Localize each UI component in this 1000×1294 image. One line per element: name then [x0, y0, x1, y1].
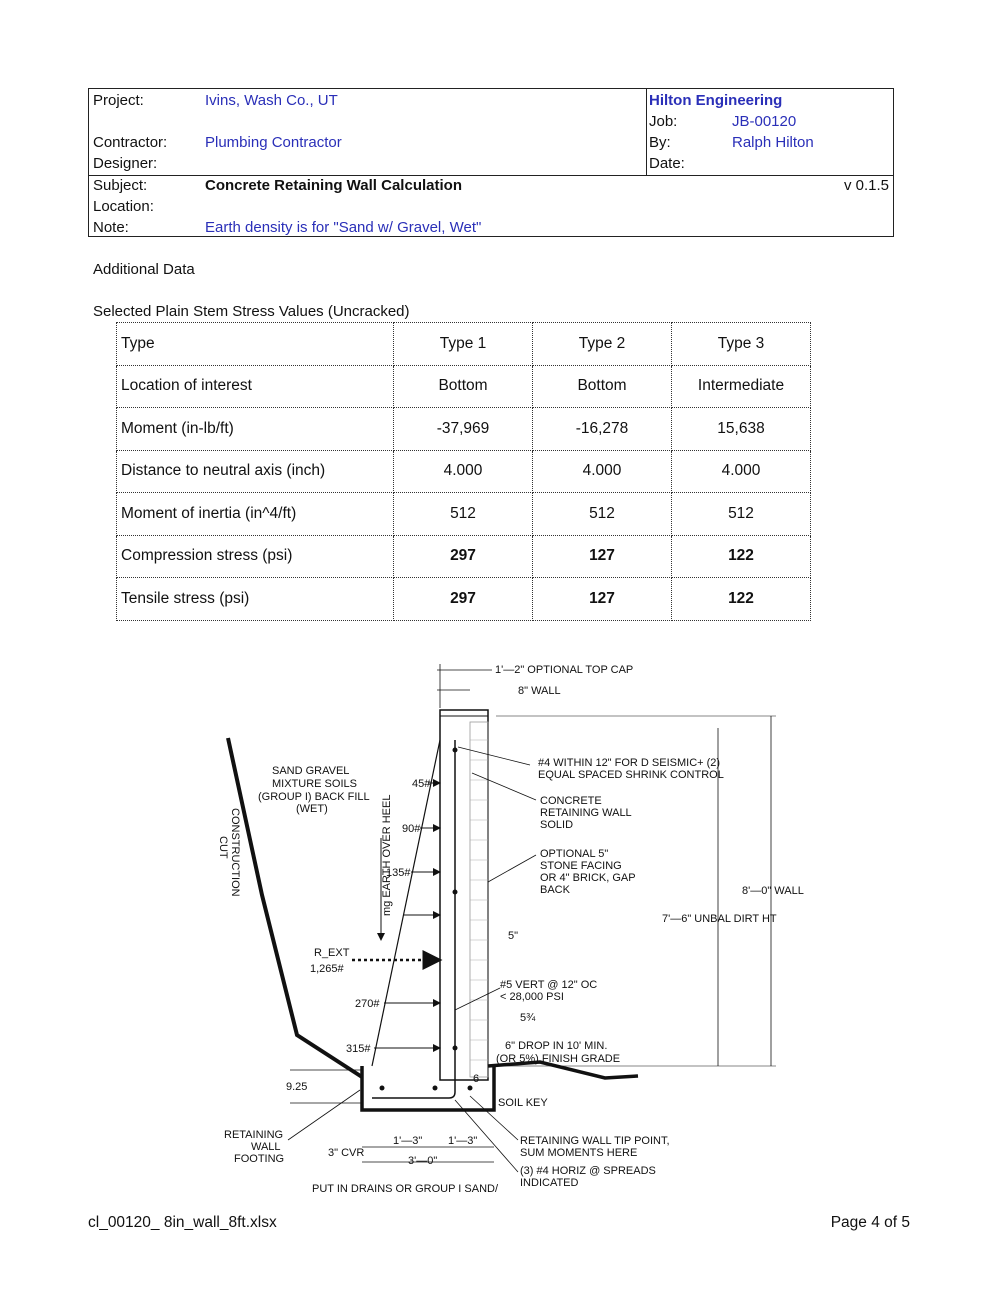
rebar-dot	[433, 1086, 438, 1091]
label-construction-cut: CUT	[217, 836, 229, 859]
project-value: Ivins, Wash Co., UT	[205, 92, 338, 109]
footer-page-number: Page 4 of 5	[830, 1214, 910, 1231]
label-pressure: 45#	[412, 778, 431, 790]
table-header-cell: Type	[117, 323, 394, 366]
label-construction-cut: CONSTRUCTION	[229, 808, 241, 897]
leader-line	[458, 747, 530, 765]
table-cell: Moment of inertia (in^4/ft)	[117, 493, 394, 536]
company-name: Hilton Engineering	[649, 92, 783, 109]
table-cell: Intermediate	[672, 365, 811, 408]
label-tip-point: SUM MOMENTS HERE	[520, 1147, 638, 1159]
label-drop: 6" DROP IN 10' MIN.	[505, 1040, 608, 1052]
label-rebar-5: < 28,000 PSI	[500, 991, 564, 1003]
label-footing: WALL	[251, 1141, 281, 1153]
table-cell: 4.000	[533, 450, 672, 493]
label-soil-key: SOIL KEY	[498, 1097, 548, 1109]
label-wall-height: 8'—0" WALL	[742, 885, 804, 897]
label-horiz-rebar: INDICATED	[520, 1177, 579, 1189]
project-label: Project:	[93, 92, 144, 109]
rebar-dot	[453, 1046, 458, 1051]
table-cell: Bottom	[394, 365, 533, 408]
label-rebar-4: #4 WITHIN 12" FOR D SEISMIC+ (2)	[538, 757, 721, 769]
contractor-label: Contractor:	[93, 134, 168, 151]
table-cell: 297	[394, 535, 533, 578]
table-cell: 4.000	[672, 450, 811, 493]
table-cell: 512	[672, 493, 811, 536]
wall-stem	[440, 710, 488, 1080]
table-cell: 127	[533, 578, 672, 621]
version: v 0.1.5	[843, 177, 889, 194]
label-concrete: SOLID	[540, 819, 574, 831]
label-pressure: 315#	[346, 1043, 371, 1055]
label-stone: OPTIONAL 5"	[540, 848, 609, 860]
label-footing-dimension: 1'—3"	[393, 1135, 423, 1147]
label-r-ext-value: 1,265#	[310, 963, 344, 975]
rebar-dot	[468, 1086, 473, 1091]
label-r-ext: R_EXT	[314, 947, 350, 959]
location-label: Location:	[93, 198, 154, 215]
table-cell: 122	[672, 535, 811, 578]
rebar-dot	[380, 1086, 385, 1091]
label-soil: MIXTURE SOILS	[272, 778, 357, 790]
label-drop: (OR 5%) FINISH GRADE	[496, 1053, 621, 1065]
table-cell: -37,969	[394, 408, 533, 451]
label-five-three-quarter: 5¾	[520, 1012, 536, 1024]
label-stone: BACK	[540, 884, 570, 896]
table-cell: Moment (in-lb/ft)	[117, 408, 394, 451]
leader-line	[288, 1090, 360, 1140]
label-six: 6	[473, 1073, 480, 1085]
label-concrete: CONCRETE	[540, 795, 602, 807]
table-header-cell: Type 3	[672, 323, 811, 366]
label-cover: 3" CVR	[328, 1147, 365, 1159]
subject-value: Concrete Retaining Wall Calculation	[205, 177, 462, 194]
label-footing-width: 3'—0"	[408, 1155, 438, 1167]
label-pressure: 135#	[386, 867, 411, 879]
stone-facing-joints	[470, 740, 488, 1060]
table-cell: 512	[394, 493, 533, 536]
label-tip-point: RETAINING WALL TIP POINT,	[520, 1135, 670, 1147]
label-pressure: 270#	[355, 998, 380, 1010]
by-label: By:	[649, 134, 671, 151]
label-earth-over-heel: mg EARTH OVER HEEL	[381, 794, 393, 916]
label-footing: FOOTING	[234, 1153, 285, 1165]
table-cell: Bottom	[533, 365, 672, 408]
job-label: Job:	[649, 113, 678, 130]
label-concrete: RETAINING WALL	[540, 807, 632, 819]
label-dirt-height: 7'—6" UNBAL DIRT HT	[662, 913, 777, 925]
note-value: Earth density is for "Sand w/ Gravel, Wet"	[205, 219, 482, 236]
table-cell: Tensile stress (psi)	[117, 578, 394, 621]
label-soil: (GROUP I) BACK FILL	[258, 791, 370, 803]
label-rebar-4: EQUAL SPACED SHRINK CONTROL	[538, 769, 724, 781]
table-header-cell: Type 1	[394, 323, 533, 366]
label-top-cap: 1'—2" OPTIONAL TOP CAP	[495, 664, 634, 676]
footing-rebar	[372, 1092, 455, 1098]
job-value: JB-00120	[732, 113, 797, 130]
table-cell: Distance to neutral axis (inch)	[117, 450, 394, 493]
label-horiz-rebar: (3) #4 HORIZ @ SPREADS	[520, 1165, 656, 1177]
label-soil: (WET)	[296, 803, 328, 815]
table-cell: 512	[533, 493, 672, 536]
stone-facing	[470, 722, 488, 1077]
section-title: Additional Data	[93, 261, 195, 278]
rebar-dot	[453, 890, 458, 895]
table-cell: Compression stress (psi)	[117, 535, 394, 578]
leader-line	[488, 855, 536, 882]
label-stone: STONE FACING	[540, 860, 622, 872]
footer-filename: cl_00120_ 8in_wall_8ft.xlsx	[88, 1214, 277, 1231]
rebar-dot	[453, 748, 458, 753]
label-stone: OR 4" BRICK, GAP	[540, 872, 636, 884]
by-value: Ralph Hilton	[732, 134, 814, 151]
designer-label: Designer:	[93, 155, 158, 172]
label-soil: SAND GRAVEL	[272, 765, 350, 777]
label-rebar-5: #5 VERT @ 12" OC	[500, 979, 598, 991]
table-cell: 127	[533, 535, 672, 578]
subject-label: Subject:	[93, 177, 148, 194]
label-footing-depth: 9.25	[286, 1081, 308, 1093]
table-cell: 15,638	[672, 408, 811, 451]
label-pressure: 90#	[402, 823, 421, 835]
date-label: Date:	[649, 155, 685, 172]
contractor-value: Plumbing Contractor	[205, 134, 342, 151]
label-footing: RETAINING	[224, 1129, 284, 1141]
label-five-inch: 5"	[508, 930, 519, 942]
table-title: Selected Plain Stem Stress Values (Uncracked)	[93, 303, 410, 320]
table-cell: 122	[672, 578, 811, 621]
leader-line	[472, 773, 536, 800]
table-cell: 4.000	[394, 450, 533, 493]
table-header-cell: Type 2	[533, 323, 672, 366]
leader-line	[455, 988, 500, 1010]
table-cell: Location of interest	[117, 365, 394, 408]
label-drains: PUT IN DRAINS OR GROUP I SAND/	[312, 1183, 499, 1195]
label-wall: 8" WALL	[518, 685, 561, 697]
table-cell: -16,278	[533, 408, 672, 451]
label-footing-dimension: 1'—3"	[448, 1135, 478, 1147]
note-label: Note:	[93, 219, 129, 236]
table-cell: 297	[394, 578, 533, 621]
